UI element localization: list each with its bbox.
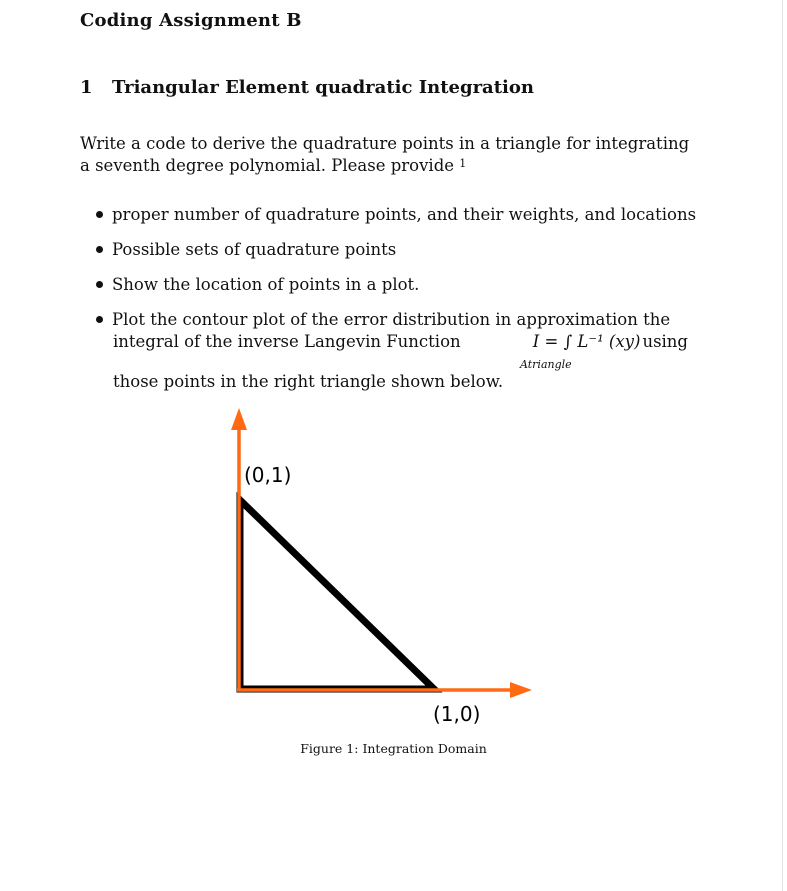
document-title: Coding Assignment B (80, 10, 302, 31)
bullet-dot-icon (96, 211, 103, 218)
bullet-dot-icon (96, 316, 103, 323)
section-heading (80, 77, 534, 98)
bullet-dot-icon (96, 246, 103, 253)
intro-paragraph (80, 133, 700, 179)
intro-line-2: a seventh degree polynomial. Please provide $^1$ (80, 156, 467, 175)
bullet-4-text: integral of the inverse Langevin Function (113, 332, 461, 351)
bullet-4-continuation (113, 332, 688, 351)
bullet-item: Show the location of points in a plot. (96, 275, 419, 294)
langevin-integral-math: I = ∫ L⁻¹ (xy) (532, 332, 641, 351)
figure-caption: Figure 1: Integration Domain (300, 741, 487, 756)
bullet-dot-icon (96, 281, 103, 288)
footnote-marker: 1 (459, 157, 467, 170)
bullet-item: proper number of quadrature points, and their weights, and locations (96, 205, 696, 224)
integration-domain-figure (220, 400, 550, 730)
triangle-domain (240, 500, 434, 689)
section-number: 1 (80, 77, 93, 98)
vertex-label-right: (1,0) (433, 702, 481, 726)
x-axis-arrow-head-icon (510, 682, 532, 698)
bullet-item: Possible sets of quadrature points (96, 240, 396, 259)
section-title: Triangular Element quadratic Integration (112, 77, 534, 98)
vertex-label-top: (0,1) (244, 463, 292, 487)
bullet-item: Plot the contour plot of the error distribution in approximation the (96, 310, 670, 329)
integral-subscript: Atriangle (520, 358, 572, 371)
y-axis-arrow-head-icon (231, 408, 247, 430)
page-edge-rule (782, 0, 783, 891)
bullet-4-line-3: those points in the right triangle shown below. (113, 372, 504, 391)
intro-line-1: Write a code to derive the quadrature points in a triangle for integrating (80, 134, 690, 153)
bullet-4-suffix: using (642, 332, 688, 351)
